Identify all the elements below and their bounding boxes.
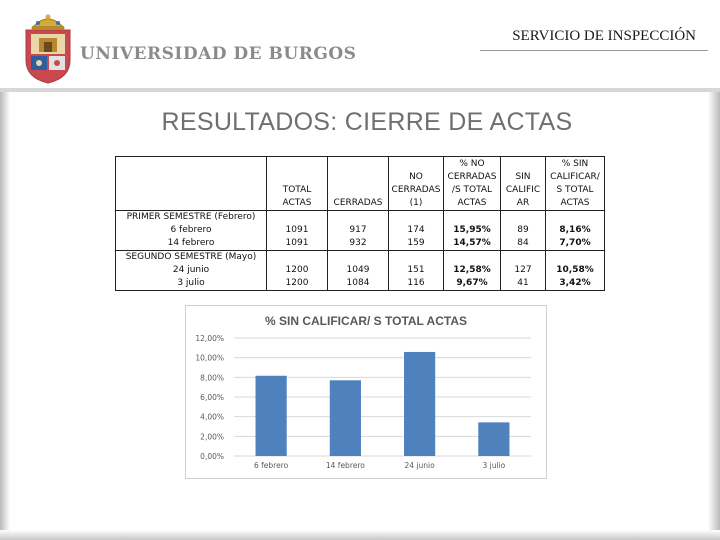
chart-bar xyxy=(478,422,509,456)
row-label: PRIMER SEMESTRE (Febrero) 6 febrero 14 febrero xyxy=(116,211,267,251)
pct-sin-calificar-cell: 8,16% 7,70% xyxy=(546,211,605,251)
university-crest-logo xyxy=(22,12,74,84)
chart-bar xyxy=(404,352,435,456)
table-header-row xyxy=(116,157,605,211)
table-row xyxy=(116,211,605,251)
pct-sin-calificar-cell: 10,58% 3,42% xyxy=(546,251,605,291)
header-divider xyxy=(0,88,720,92)
table-header-cell: CERRADAS xyxy=(328,157,389,211)
results-table xyxy=(115,156,605,291)
table-header-cell: SIN CALIFIC AR xyxy=(501,157,546,211)
y-tick-label: 6,00% xyxy=(200,393,224,402)
bar-chart-plot xyxy=(186,306,546,478)
y-tick-label: 0,00% xyxy=(200,452,224,461)
cerradas-cell: 1049 1084 xyxy=(328,251,389,291)
total-actas-cell: 1091 1091 xyxy=(267,211,328,251)
no-cerradas-cell: 151 116 xyxy=(389,251,444,291)
slide-title: RESULTADOS: CIERRE DE ACTAS xyxy=(161,108,573,136)
service-title-underline xyxy=(480,50,708,51)
table-header-cell: % NO CERRADAS /S TOTAL ACTAS xyxy=(444,157,501,211)
x-tick-label: 14 febrero xyxy=(325,461,365,470)
table-header-cell: % SIN CALIFICAR/ S TOTAL ACTAS xyxy=(546,157,605,211)
table-header-cell xyxy=(116,157,267,211)
no-cerradas-cell: 174 159 xyxy=(389,211,444,251)
y-tick-label: 10,00% xyxy=(195,353,224,363)
row-label: SEGUNDO SEMESTRE (Mayo) 24 junio 3 julio xyxy=(116,251,267,291)
x-tick-label: 24 junio xyxy=(404,461,435,470)
chart-bar xyxy=(256,376,287,456)
bottom-edge-shadow xyxy=(0,530,720,540)
x-tick-label: 6 febrero xyxy=(254,461,289,470)
sin-calificar-cell: 89 84 xyxy=(501,211,546,251)
y-tick-label: 12,00% xyxy=(195,334,224,343)
sin-calificar-cell: 127 41 xyxy=(501,251,546,291)
pct-no-cerradas-cell: 15,95% 14,57% xyxy=(444,211,501,251)
table-header-cell: NO CERRADAS (1) xyxy=(389,157,444,211)
left-edge-shadow xyxy=(0,92,10,540)
y-tick-label: 2,00% xyxy=(200,432,224,442)
service-title: SERVICIO DE INSPECCIÓN xyxy=(512,28,696,44)
chart-title: % SIN CALIFICAR/ S TOTAL ACTAS xyxy=(264,314,468,328)
total-actas-cell: 1200 1200 xyxy=(267,251,328,291)
right-edge-shadow xyxy=(708,92,720,540)
cerradas-cell: 917 932 xyxy=(328,211,389,251)
university-name: UNIVERSIDAD DE BURGOS xyxy=(80,44,357,64)
y-tick-label: 4,00% xyxy=(200,412,224,422)
chart-bar xyxy=(330,380,361,456)
table-header-cell: TOTAL ACTAS xyxy=(267,157,328,211)
table-row xyxy=(116,251,605,291)
pct-no-cerradas-cell: 12,58% 9,67% xyxy=(444,251,501,291)
x-tick-label: 3 julio xyxy=(482,461,506,470)
bar-chart xyxy=(185,305,547,479)
y-tick-label: 8,00% xyxy=(200,373,224,383)
